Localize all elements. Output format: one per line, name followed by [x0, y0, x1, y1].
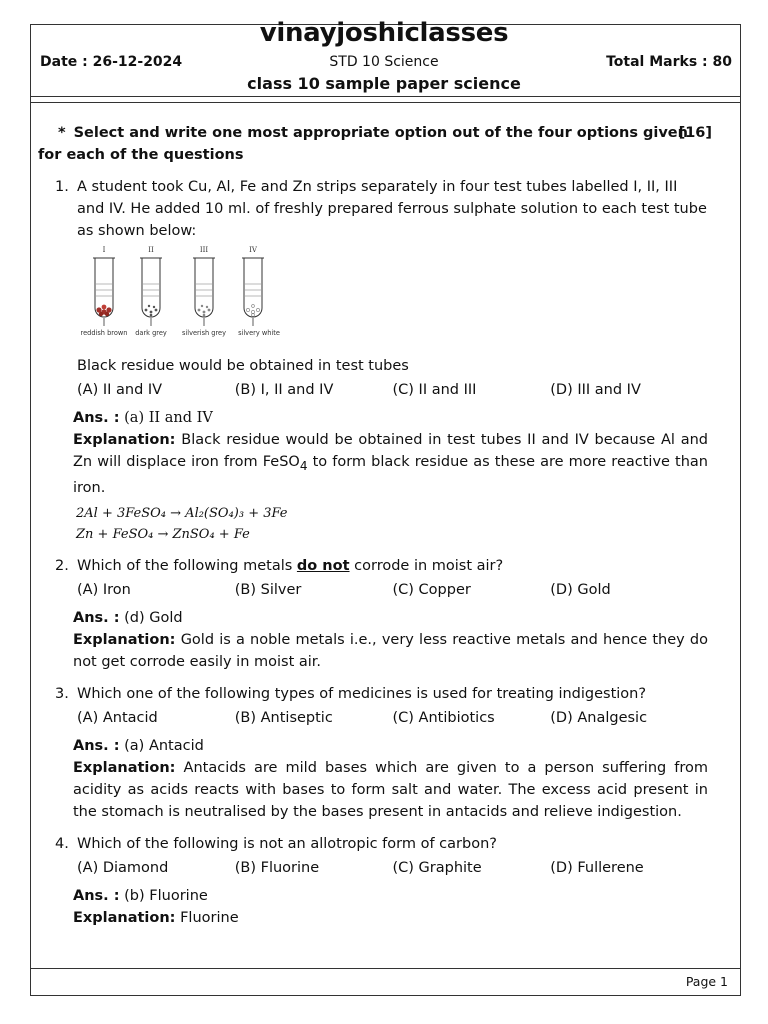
- question-text: Which of the following is not an allotropic form of carbon?: [77, 835, 497, 852]
- option-c: (C) Copper: [392, 581, 471, 598]
- page-number: Page 1: [685, 974, 728, 989]
- equation-1: 2Al + 3FeSO₄ → Al₂(SO₄)₃ + 3Fe: [76, 505, 288, 521]
- option-b: (B) Antiseptic: [234, 709, 333, 726]
- question-text: Which of the following metals do not corrode in moist air?: [77, 557, 504, 574]
- options-row: [77, 579, 708, 601]
- star-bullet: *: [58, 125, 66, 141]
- question-prompt: Black residue would be obtained in test tubes: [77, 358, 409, 374]
- answer-label: Ans. :: [73, 410, 120, 426]
- explanation-text-cont: to form black residue as these are more reactive than iron.: [73, 454, 708, 496]
- question-1: [38, 176, 708, 401]
- answer-1: [73, 407, 708, 429]
- question-number: 3.: [55, 685, 69, 702]
- explanation-1: [73, 429, 708, 499]
- option-a: (A) II and IV: [77, 382, 163, 398]
- question-number: 1.: [55, 179, 69, 195]
- options-row: [77, 707, 708, 729]
- options-row: [77, 379, 708, 401]
- question-number: 2.: [55, 557, 69, 574]
- section-marks: [16]: [678, 125, 712, 141]
- answer-value: (a) II and IV: [124, 410, 213, 426]
- option-b: (B) I, II and IV: [234, 382, 334, 398]
- instruction-line-1: Select and write one most appropriate option out of the four options given: [73, 125, 688, 141]
- explanation-label: Explanation:: [73, 631, 176, 648]
- answer-3: [73, 735, 708, 757]
- explanation-text: Fluorine: [180, 909, 239, 926]
- option-c: (C) II and III: [392, 382, 477, 398]
- brand-title: vinayjoshiclasses: [259, 18, 509, 48]
- option-a: (A) Iron: [77, 581, 131, 598]
- section-instruction: [38, 122, 712, 166]
- equation-2: Zn + FeSO₄ → ZnSO₄ + Fe: [76, 526, 250, 542]
- option-d: (D) Gold: [550, 581, 611, 598]
- question-2: [38, 555, 708, 601]
- explanation-text: Black residue would be obtained in test tubes II and IV because Al and Zn will displace iron from FeSO: [73, 432, 709, 470]
- exam-standard: STD 10 Science: [329, 54, 439, 70]
- footer-divider: [30, 968, 741, 969]
- explanation-4: [73, 907, 708, 929]
- explanation-3: [73, 757, 708, 823]
- question-4: [38, 833, 708, 879]
- tube-caption: reddish brown: [81, 329, 128, 337]
- tube-label: I: [102, 246, 106, 254]
- total-marks: Total Marks : 80: [606, 54, 732, 70]
- answer-value: (a) Antacid: [124, 737, 204, 754]
- tube-label: IV: [249, 246, 257, 254]
- tube-caption: dark grey: [135, 329, 167, 337]
- question-number: 4.: [55, 835, 69, 852]
- option-a: (A) Antacid: [77, 709, 158, 726]
- subscript: 4: [299, 458, 308, 473]
- option-b: (B) Silver: [234, 581, 302, 598]
- answer-label: Ans. :: [73, 609, 120, 626]
- question-text: A student took Cu, Al, Fe and Zn strips separately in four test tubes labelled I, II, III and IV. He added 10 ml. of freshly prepared ferrous sulphate solution to each test tube as shown below:: [77, 179, 707, 239]
- answer-value: (b) Fluorine: [124, 887, 208, 904]
- question-3: [38, 683, 708, 729]
- header-divider-double: [30, 102, 741, 103]
- option-d: (D) Fullerene: [550, 859, 644, 876]
- answer-4: [73, 885, 708, 907]
- tube-label: III: [199, 246, 209, 254]
- tube-caption: silvery white: [238, 329, 280, 337]
- options-row: [77, 857, 708, 879]
- header-divider: [30, 96, 741, 97]
- answer-label: Ans. :: [73, 737, 120, 754]
- tube-caption: silverish grey: [181, 329, 227, 337]
- explanation-text: Antacids are mild bases which are given to a person suffering from acidity as acids reacts with bases to form salt and water. The excess acid present in the stomach is neutralised by the bases present in antacids and relieve indigestion.: [73, 759, 709, 820]
- instruction-line-2: for each of the questions: [38, 147, 244, 163]
- option-b: (B) Fluorine: [234, 859, 320, 876]
- answer-label: Ans. :: [73, 887, 120, 904]
- option-c: (C) Graphite: [392, 859, 482, 876]
- emphasis-text: do not: [296, 557, 350, 574]
- option-a: (A) Diamond: [77, 859, 169, 876]
- exam-date: Date : 26-12-2024: [40, 54, 183, 70]
- test-tubes-figure: [81, 246, 301, 342]
- question-text: Which one of the following types of medicines is used for treating indigestion?: [77, 685, 647, 702]
- explanation-2: [73, 629, 708, 673]
- paper-subtitle: class 10 sample paper science: [247, 74, 521, 93]
- option-d: (D) III and IV: [550, 382, 641, 398]
- option-d: (D) Analgesic: [550, 709, 648, 726]
- option-c: (C) Antibiotics: [392, 709, 495, 726]
- tube-label: II: [148, 246, 154, 254]
- explanation-label: Explanation:: [73, 909, 176, 926]
- explanation-label: Explanation:: [73, 759, 176, 776]
- question-section: [38, 122, 712, 929]
- explanation-text: Gold is a noble metals i.e., very less reactive metals and hence they do not get corrode easily in moist air.: [73, 631, 709, 670]
- answer-2: [73, 607, 708, 629]
- explanation-label: Explanation:: [73, 432, 176, 448]
- answer-value: (d) Gold: [124, 609, 183, 626]
